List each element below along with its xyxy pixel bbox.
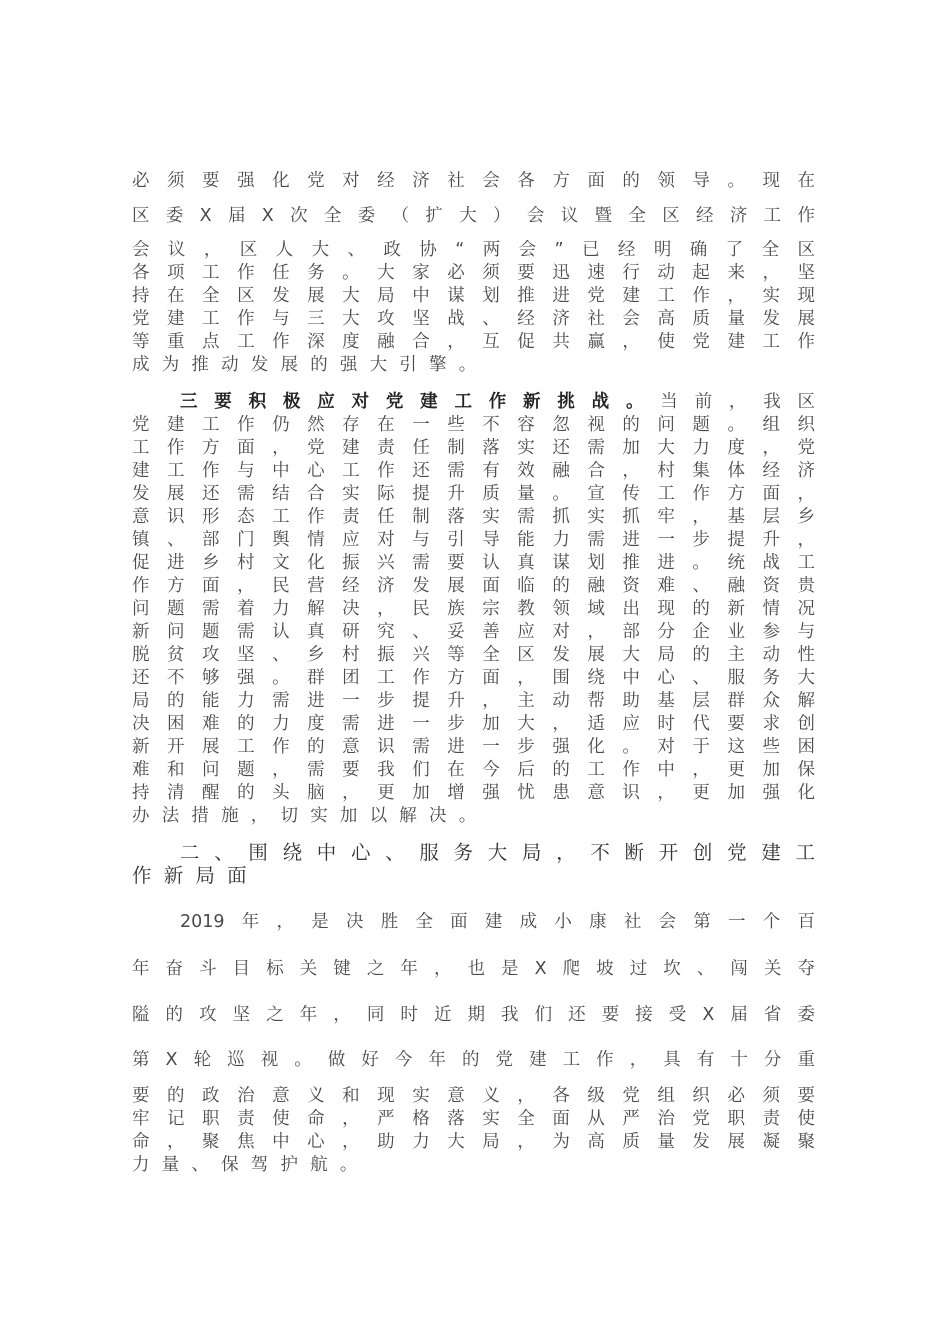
text-line: 办法措施，切实加以解决。 xyxy=(132,806,489,826)
text-line: 持在全区发展大局中谋划推进党建工作，实现 xyxy=(132,286,815,306)
text-line: 建工作与中心工作还需有效融合，村集体经济 xyxy=(132,461,815,481)
text-line: 问题需着力解决，民族宗教领域出现的新情况 xyxy=(132,599,815,619)
text-line: 新问题需认真研究、妥善应对，部分企业参与 xyxy=(132,622,815,642)
text-line: 发展还需结合实际提升质量。宣传工作方面， xyxy=(132,484,815,504)
heading-line: 二、围绕中心、服务大局，不断开创党建工 xyxy=(180,841,815,864)
text-line: 工作方面，党建责任制落实还需加大力度，党 xyxy=(132,438,815,458)
text-line: 促进乡村文化振兴需要认真谋划推进。统战工 xyxy=(132,553,815,573)
text-line: 还不够强。群团工作方面，围绕中心、服务大 xyxy=(132,668,815,688)
text-line: 2019年，是决胜全面建成小康社会第一个百 xyxy=(180,912,815,932)
text-line: 会议，区人大、政协“两会”已经明确了全区 xyxy=(132,240,815,260)
text-line: 持清醒的头脑，更加增强忧患意识，更加强化 xyxy=(132,783,815,803)
text-line: 必须要强化党对经济社会各方面的领导。现在 xyxy=(132,171,815,191)
text-line: 脱贫攻坚、乡村振兴等全区发展大局的主动性 xyxy=(132,645,815,665)
heading-line: 作新局面 xyxy=(132,864,259,887)
text-line: 要的政治意义和现实意义，各级党组织必须要 xyxy=(132,1086,815,1106)
text-line: 区委X届X次全委（扩大）会议暨全区经济工作 xyxy=(132,206,815,226)
lead-rest: 当前，我区 xyxy=(660,392,815,412)
text-line: 成为推动发展的强大引擎。 xyxy=(132,355,489,375)
text-line: 决困难的力度需进一步加大，适应时代要求创 xyxy=(132,714,815,734)
text-line: 作方面，民营经济发展面临的融资难、融资贵 xyxy=(132,576,815,596)
text-line: 第X轮巡视。做好今年的党建工作，具有十分重 xyxy=(132,1050,815,1070)
text-line: 等重点工作深度融合，互促共赢，使党建工作 xyxy=(132,332,815,352)
text-line: 力量、保驾护航。 xyxy=(132,1155,370,1175)
text-line xyxy=(180,391,815,413)
text-line: 牢记职责使命，严格落实全面从严治党职责使 xyxy=(132,1109,815,1129)
emphasis-lead: 三要积极应对党建工作新挑战。 xyxy=(180,392,661,412)
text-line: 党建工作仍然存在一些不容忽视的问题。组织 xyxy=(132,415,815,435)
text-line: 难和问题，需要我们在今后的工作中，更加保 xyxy=(132,760,815,780)
text-line: 意识形态工作责任制落实需抓实抓牢，基层乡 xyxy=(132,507,815,527)
text-line: 各项工作任务。大家必须要迅速行动起来，坚 xyxy=(132,263,815,283)
text-line: 隘的攻坚之年，同时近期我们还要接受X届省委 xyxy=(132,1005,815,1025)
text-line: 新开展工作的意识需进一步强化。对于这些困 xyxy=(132,737,815,757)
text-line: 年奋斗目标关键之年，也是X爬坡过坎、闯关夺 xyxy=(132,959,815,979)
text-line: 镇、部门舆情应对与引导能力需进一步提升， xyxy=(132,530,815,550)
text-line: 党建工作与三大攻坚战、经济社会高质量发展 xyxy=(132,309,815,329)
text-line: 局的能力需进一步提升，主动帮助基层群众解 xyxy=(132,691,815,711)
text-line: 命，聚焦中心，助力大局，为高质量发展凝聚 xyxy=(132,1132,815,1152)
